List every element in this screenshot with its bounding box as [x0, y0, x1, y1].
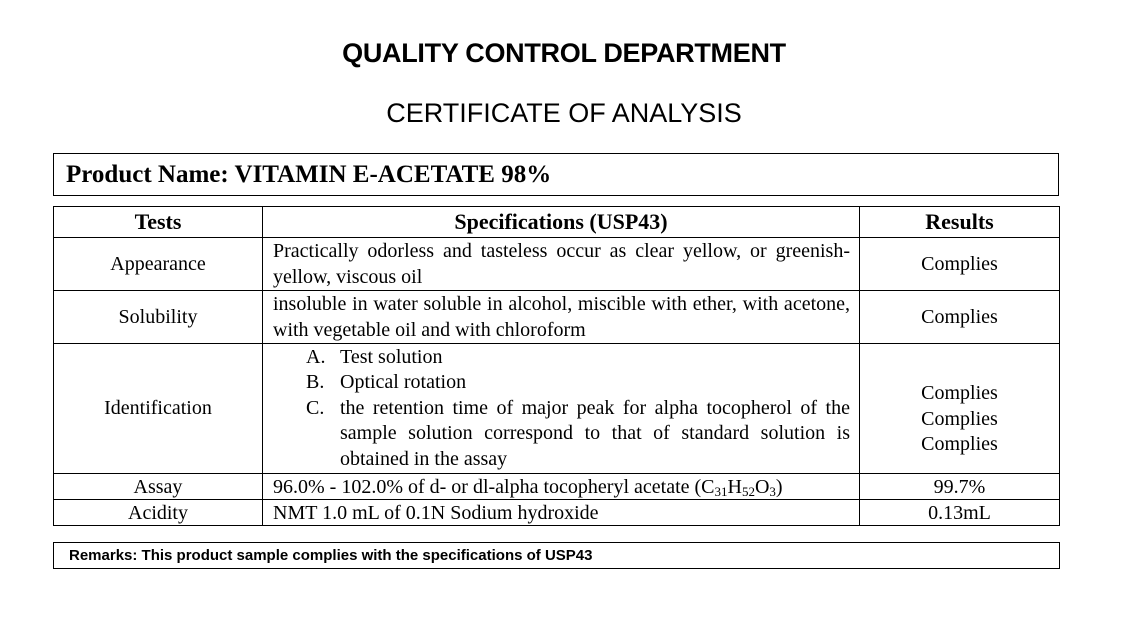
result-acidity: 0.13mL — [860, 500, 1060, 526]
identification-results — [860, 359, 1059, 458]
remarks-box: Remarks: This product sample complies with the specifications of USP43 — [53, 542, 1060, 569]
spec-solubility: insoluble in water soluble in alcohol, miscible with ether, with acetone, with vegetable oil and with chloroform — [263, 291, 860, 344]
test-identification: Identification — [54, 344, 263, 474]
identification-list — [273, 345, 850, 473]
product-name-box — [53, 153, 1059, 196]
spec-assay-suffix: ) — [775, 475, 783, 498]
spec-assay — [263, 474, 860, 500]
spec-acidity: NMT 1.0 mL of 0.1N Sodium hydroxide — [263, 500, 860, 526]
list-marker: C. — [306, 396, 325, 419]
spec-assay-prefix: 96.0% - 102.0% of d- or dl-alpha tocopheryl acetate (C — [273, 475, 715, 498]
result-identification-a: Complies — [921, 382, 998, 405]
result-identification-b: Complies — [921, 407, 998, 430]
table-row-assay — [54, 474, 1060, 500]
product-name-value: VITAMIN E-ACETATE 98% — [234, 161, 552, 188]
spec-identification — [263, 344, 860, 474]
formula-h-label: H — [727, 475, 742, 498]
certificate-title: CERTIFICATE OF ANALYSIS — [386, 98, 742, 128]
formula-c-subscript: 31 — [714, 483, 728, 499]
department-title: QUALITY CONTROL DEPARTMENT — [342, 38, 786, 68]
list-marker: B. — [306, 371, 325, 394]
test-appearance: Appearance — [54, 238, 263, 291]
analysis-table — [53, 206, 1060, 526]
formula-o-label: O — [754, 475, 770, 498]
header-results: Results — [860, 207, 1060, 238]
test-acidity: Acidity — [54, 500, 263, 526]
test-assay: Assay — [54, 474, 263, 500]
table-header-row — [54, 207, 1060, 238]
formula-h-subscript: 52 — [741, 483, 755, 499]
result-identification — [860, 344, 1060, 474]
list-text: Test solution — [340, 345, 443, 368]
table-row-appearance — [54, 238, 1060, 291]
product-name-label: Product Name: — [66, 161, 229, 188]
result-solubility: Complies — [860, 291, 1060, 344]
test-solubility: Solubility — [54, 291, 263, 344]
table-row-identification — [54, 344, 1060, 474]
list-item — [273, 396, 850, 473]
result-assay: 99.7% — [860, 474, 1060, 500]
table-row-solubility — [54, 291, 1060, 344]
result-appearance: Complies — [860, 238, 1060, 291]
formula-o-subscript: 3 — [769, 483, 776, 499]
list-marker: A. — [306, 345, 326, 368]
result-identification-c: Complies — [921, 433, 998, 456]
list-item — [273, 345, 850, 371]
header-tests: Tests — [54, 207, 263, 238]
list-text: Optical rotation — [340, 371, 467, 394]
list-text: the retention time of major peak for alpha tocopherol of the sample solution correspond to that of standard solution is obtained in the assay — [340, 396, 850, 470]
table-row-acidity — [54, 500, 1060, 526]
list-item — [273, 370, 850, 396]
spec-appearance: Practically odorless and tasteless occur as clear yellow, or greenish-yellow, viscous oil — [263, 238, 860, 291]
header-specifications: Specifications (USP43) — [263, 207, 860, 238]
